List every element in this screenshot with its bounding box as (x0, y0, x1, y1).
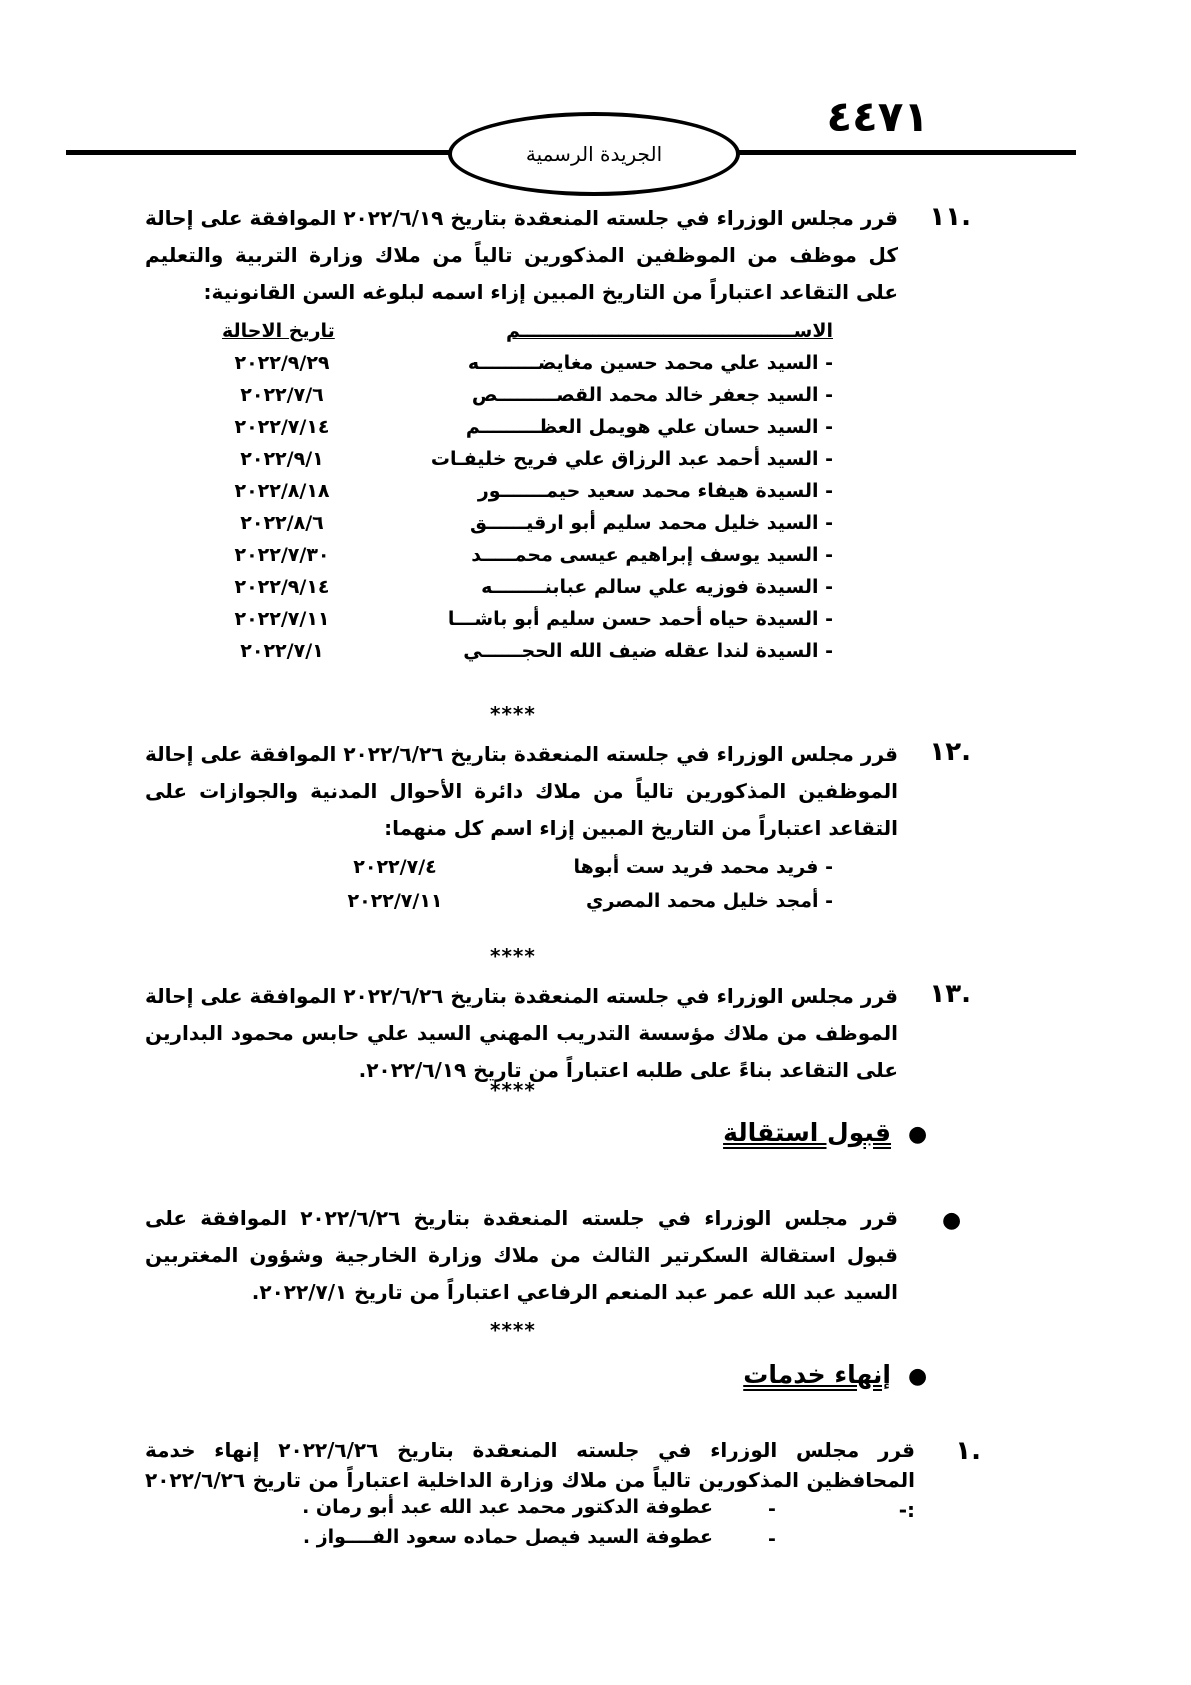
page-number: ٤٤٧١ (826, 92, 929, 141)
retirement-date: ٢٠٢٢/٨/٦ (240, 512, 324, 534)
item-13-number: .١٣ (929, 979, 971, 1009)
retiree-name: - السيد يوسف إبراهيم عيسى محمـــــد (471, 544, 833, 566)
retirement-date: ٢٠٢٢/٧/٣٠ (234, 544, 330, 566)
termination-item-number: .١ (955, 1436, 981, 1466)
item-11-text: قرر مجلس الوزراء في جلسته المنعقدة بتاريخ ٢٠٢٢/٦/١٩ الموافقة على إحالة كل موظف من الموظفين المذكورين تالياً من ملاك وزارة التربية والتعليم على التقاعد اعتباراً من التاريخ المبين إزاء اسمه لبلوغه السن القانونية: (145, 206, 898, 304)
section-title-termination: إنهاء خدمات (743, 1360, 891, 1389)
resignation-text: قرر مجلس الوزراء في جلسته المنعقدة بتاريخ ٢٠٢٢/٦/٢٦ الموافقة على قبول استقالة السكرتير الثالث من ملاك وزارة الخارجية وشؤون المغتربين السيد عبد الله عمر عبد المنعم الرفاعي اعتباراً من تاريخ ٢٠٢٢/٧/١. (145, 1206, 898, 1304)
section-bullet: ● (908, 1122, 928, 1147)
retiree-name: - السيدة فوزيه علي سالم عبابنــــــــه (481, 576, 833, 598)
retiree-name: - السيد خليل محمد سليم أبو ارقيــــــق (469, 512, 833, 534)
table-header-name: الاســــــــــــــــــــــــــــــــــــــــــم (506, 320, 833, 342)
retiree-name: - السيد جعفر خالد محمد القصـــــــــص (471, 384, 833, 406)
termination-text: قرر مجلس الوزراء في جلسته المنعقدة بتاريخ ٢٠٢٢/٦/٢٦ إنهاء خدمة المحافظين المذكورين تالياً من ملاك وزارة الداخلية اعتباراً من تاريخ ٢٠٢٢/٦/٢٦ :- (145, 1438, 915, 1522)
item-11-number: .١١ (929, 202, 971, 232)
section-separator: **** (490, 1078, 536, 1102)
retirement-date: ٢٠٢٢/٧/١١ (347, 890, 443, 912)
retiree-name: - فريد محمد فريد ست أبوها (573, 856, 833, 878)
paragraph-bullet: ● (942, 1208, 962, 1233)
gazette-title: الجريدة الرسمية (525, 142, 663, 166)
retirement-date: ٢٠٢٢/٧/١ (240, 640, 324, 662)
retirement-date: ٢٠٢٢/٩/٢٩ (234, 352, 330, 374)
retirement-date: ٢٠٢٢/٧/٤ (353, 856, 437, 878)
item-13-text: قرر مجلس الوزراء في جلسته المنعقدة بتاريخ ٢٠٢٢/٦/٢٦ الموافقة على إحالة الموظف من ملاك مؤسسة التدريب المهني السيد علي حابس محمود البدارين على التقاعد بناءً على طلبه اعتباراً من تاريخ ٢٠٢٢/٦/١٩. (145, 984, 898, 1082)
retirement-date: ٢٠٢٢/٧/١١ (234, 608, 330, 630)
section-separator: **** (490, 1318, 536, 1342)
item-12-number: .١٢ (929, 737, 971, 767)
header-rule-right (738, 150, 1076, 155)
table-header-date: تاريخ الاحالة (222, 320, 335, 342)
retirement-date: ٢٠٢٢/٧/٦ (240, 384, 324, 406)
section-title-resignation: قبول استقالة (723, 1118, 891, 1147)
list-dash: - (768, 1528, 776, 1550)
header-rule-left (66, 150, 450, 155)
retiree-name: - السيد علي محمد حسين مغايضـــــــــه (467, 352, 833, 374)
retiree-name: - السيد أحمد عبد الرزاق علي فريح خليفـات (430, 448, 833, 470)
retirement-date: ٢٠٢٢/٨/١٨ (234, 480, 330, 502)
governor-name: عطوفة السيد فيصل حماده سعود الفــــواز . (302, 1526, 713, 1548)
item-12-text: قرر مجلس الوزراء في جلسته المنعقدة بتاريخ ٢٠٢٢/٦/٢٦ الموافقة على إحالة الموظفين المذكورين تالياً من ملاك دائرة الأحوال المدنية والجوازات على التقاعد اعتباراً من التاريخ المبين إزاء اسم كل منهما: (145, 742, 898, 840)
list-dash: - (768, 1498, 776, 1520)
governor-name: عطوفة الدكتور محمد عبد الله عبد أبو رمان . (302, 1496, 713, 1518)
retirement-date: ٢٠٢٢/٧/١٤ (234, 416, 330, 438)
gazette-title-oval (448, 112, 740, 196)
retiree-name: - السيدة لندا عقله ضيف الله الحجــــــي (463, 640, 833, 662)
section-separator: **** (490, 702, 536, 726)
retiree-name: - أمجد خليل محمد المصري (586, 890, 833, 912)
section-bullet: ● (908, 1364, 928, 1389)
retirement-date: ٢٠٢٢/٩/١٤ (234, 576, 330, 598)
retiree-name: - السيد حسان علي هويمل العظـــــــــم (465, 416, 833, 438)
retiree-name: - السيدة حياه أحمد حسن سليم أبو باشـــا (447, 608, 833, 630)
section-separator: **** (490, 944, 536, 968)
retiree-name: - السيدة هيفاء محمد سعيد حيمـــــــور (477, 480, 833, 502)
retirement-date: ٢٠٢٢/٩/١ (240, 448, 324, 470)
